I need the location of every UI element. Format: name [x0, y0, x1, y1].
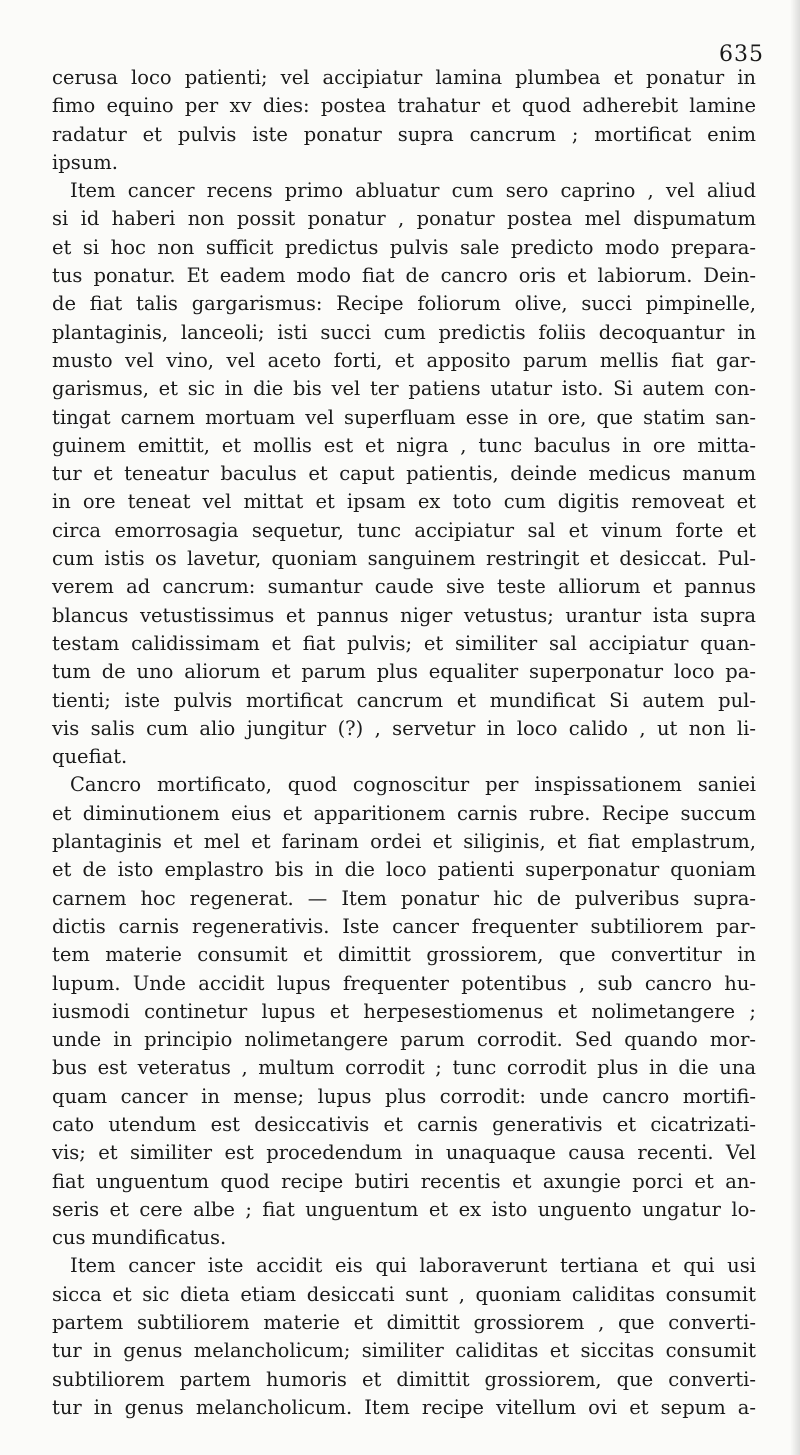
text-line: si id haberi non possit ponatur , ponatur postea mel dispumatum	[52, 207, 756, 231]
text-line: vis; et similiter est procedendum in unaquaque causa recenti. Vel	[52, 1141, 756, 1165]
text-line: iusmodi continetur lupus et herpesestiomenus et nolimetangere ;	[52, 999, 756, 1023]
text-line: tur in genus melancholicum. Item recipe vitellum ovi et sepum a-	[52, 1395, 756, 1419]
text-line: plantaginis et mel et farinam ordei et siliginis, et fiat emplastrum,	[52, 830, 756, 854]
text-line: lupum. Unde accidit lupus frequenter potentibus , sub cancro hu-	[52, 971, 756, 995]
text-line: Cancro mortificato, quod cognoscitur per inspissationem saniei	[70, 773, 756, 797]
text-line: musto vel vino, vel aceto forti, et apposito parum mellis fiat gar-	[52, 348, 756, 372]
text-line: tur in genus melancholicum; similiter caliditas et siccitas consumit	[52, 1339, 756, 1363]
text-line: cum istis os lavetur, quoniam sanguinem restringit et desiccat. Pul-	[52, 547, 756, 571]
text-line: tur et teneatur baculus et caput patientis, deinde medicus manum	[52, 462, 756, 486]
text-line: unde in principio nolimetangere parum corrodit. Sed quando mor-	[52, 1028, 756, 1052]
text-line: Item cancer recens primo abluatur cum sero caprino , vel aliud	[70, 179, 756, 203]
text-line: fiat unguentum quod recipe butiri recentis et axungie porci et an-	[52, 1169, 756, 1193]
text-line: vis salis cum alio jungitur (?) , servetur in loco calido , ut non li-	[52, 716, 756, 740]
text-line: in ore teneat vel mittat et ipsam ex toto cum digitis removeat et	[52, 490, 756, 514]
text-line: carnem hoc regenerat. — Item ponatur hic de pulveribus supra-	[52, 886, 756, 910]
text-line: de fiat talis gargarismus: Recipe foliorum olive, succi pimpinelle,	[52, 292, 756, 316]
text-line: Item cancer iste accidit eis qui laboraverunt tertiana et qui usi	[70, 1254, 756, 1278]
text-line: bus est veteratus , multum corrodit ; tunc corrodit plus in die una	[52, 1056, 756, 1080]
text-line: radatur et pulvis iste ponatur supra cancrum ; mortificat enim	[52, 122, 756, 146]
text-line: partem subtiliorem materie et dimittit grossiorem , que converti-	[52, 1311, 756, 1335]
text-line: et si hoc non sufficit predictus pulvis sale predicto modo prepara-	[52, 235, 756, 259]
text-line: dictis carnis regenerativis. Iste cancer frequenter subtiliorem par-	[52, 914, 756, 938]
text-line: quam cancer in mense; lupus plus corrodit: unde cancro mortifi-	[52, 1084, 756, 1108]
text-line: guinem emittit, et mollis est et nigra , tunc baculus in ore mitta-	[52, 433, 756, 457]
page-number: 635	[719, 42, 764, 67]
page-edge-shadow	[790, 0, 800, 1455]
text-line: et de isto emplastro bis in die loco patienti superponatur quoniam	[52, 858, 756, 882]
text-line: et diminutionem eius et apparitionem carnis rubre. Recipe succum	[52, 801, 756, 825]
text-line: cus mundificatus.	[52, 1226, 227, 1250]
text-line: plantaginis, lanceoli; isti succi cum predictis foliis decoquantur in	[52, 320, 756, 344]
text-line: cerusa loco patienti; vel accipiatur lamina plumbea et ponatur in	[52, 66, 756, 89]
text-line: blancus vetustissimus et pannus niger vetustus; urantur ista supra	[52, 603, 756, 627]
text-line: sicca et sic dieta etiam desiccati sunt , quoniam caliditas consumit	[52, 1282, 756, 1306]
text-line: fimo equino per xv dies: postea trahatur et quod adherebit lamine	[52, 94, 756, 118]
body-text	[52, 64, 756, 1422]
text-line: verem ad cancrum: sumantur caude sive teste alliorum et pannus	[52, 575, 756, 599]
text-line: tem materie consumit et dimittit grossiorem, que convertitur in	[52, 943, 756, 967]
text-line: seris et cere albe ; fiat unguentum et ex isto unguento ungatur lo-	[52, 1197, 756, 1221]
text-line: garismus, et sic in die bis vel ter patiens utatur isto. Si autem con-	[52, 377, 756, 401]
text-line: tienti; iste pulvis mortificat cancrum et mundificat Si autem pul-	[52, 688, 756, 712]
text-line: testam calidissimam et fiat pulvis; et similiter sal accipiatur quan-	[52, 631, 756, 655]
text-line: tum de uno aliorum et parum plus equaliter superponatur loco pa-	[52, 660, 756, 684]
text-line: ipsum.	[52, 150, 118, 174]
text-line: quefiat.	[52, 745, 128, 769]
text-line: tus ponatur. Et eadem modo fiat de cancro oris et labiorum. Dein-	[52, 264, 756, 288]
text-line: tingat carnem mortuam vel superfluam esse in ore, que statim san-	[52, 405, 756, 429]
text-line: circa emorrosagia sequetur, tunc accipiatur sal et vinum forte et	[52, 518, 756, 542]
text-line: cato utendum est desiccativis et carnis generativis et cicatrizati-	[52, 1112, 756, 1136]
text-line: subtiliorem partem humoris et dimittit grossiorem, que converti-	[52, 1367, 756, 1391]
